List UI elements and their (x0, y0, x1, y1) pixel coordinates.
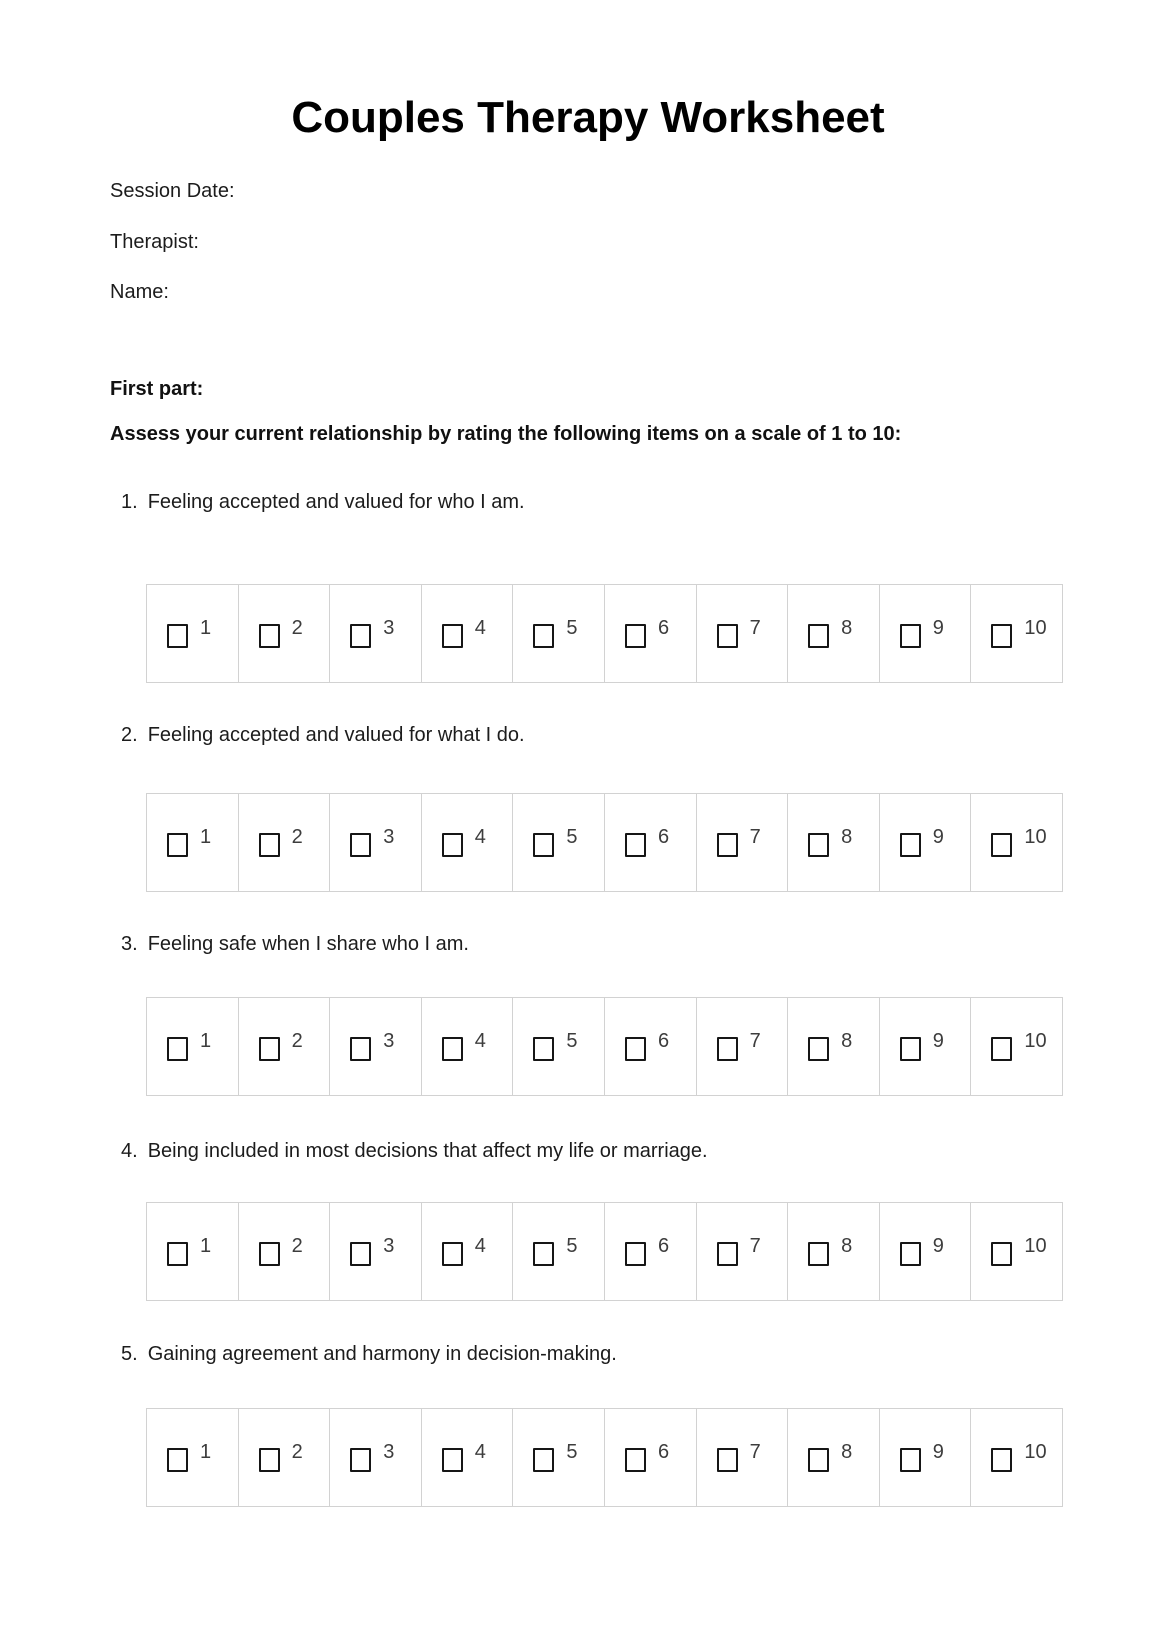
item-4-rating-6-checkbox[interactable] (625, 1242, 646, 1266)
item-3-rating-3-checkbox[interactable] (350, 1037, 371, 1061)
item-2-rating-4-checkbox[interactable] (442, 833, 463, 857)
item-5-rating-cell-8[interactable] (787, 1409, 879, 1506)
item-text: Feeling accepted and valued for who I am. (147, 491, 525, 513)
item-1-rating-9-checkbox[interactable] (900, 624, 921, 648)
rating-scale-table-2 (146, 793, 1063, 892)
item-1-rating-2-checkbox[interactable] (259, 624, 280, 648)
rating-value-label: 2 (291, 826, 303, 848)
item-1-rating-cell-9[interactable] (879, 585, 971, 682)
rating-value-label: 8 (841, 1030, 853, 1052)
item-number: 3. (121, 933, 138, 955)
item-4-rating-cell-3[interactable] (329, 1203, 421, 1300)
item-1-rating-cell-3[interactable] (329, 585, 421, 682)
item-number: 5. (121, 1343, 138, 1365)
item-2-rating-6-checkbox[interactable] (625, 833, 646, 857)
item-5-rating-7-checkbox[interactable] (717, 1448, 738, 1472)
item-3-rating-1-checkbox[interactable] (167, 1037, 188, 1061)
rating-value-label: 5 (566, 1441, 578, 1463)
item-3-rating-7-checkbox[interactable] (717, 1037, 738, 1061)
rating-value-label: 5 (566, 1030, 578, 1052)
item-2-rating-cell-10[interactable] (970, 794, 1062, 891)
item-3-rating-cell-9[interactable] (879, 998, 971, 1095)
page-title: Couples Therapy Worksheet (291, 93, 885, 142)
item-3-rating-cell-5[interactable] (512, 998, 604, 1095)
rating-value-label: 4 (474, 1030, 486, 1052)
item-1-rating-cell-6[interactable] (604, 585, 696, 682)
item-4-rating-9-checkbox[interactable] (900, 1242, 921, 1266)
item-number: 1. (121, 491, 138, 513)
item-2-rating-cell-1[interactable] (147, 794, 238, 891)
rating-value-label: 6 (657, 617, 670, 639)
rating-value-label: 1 (200, 1030, 212, 1052)
item-3-rating-9-checkbox[interactable] (900, 1037, 921, 1061)
item-3-rating-cell-4[interactable] (421, 998, 513, 1095)
item-4-rating-5-checkbox[interactable] (533, 1242, 554, 1266)
item-5-rating-cell-9[interactable] (879, 1409, 971, 1506)
item-3-rating-cell-6[interactable] (604, 998, 696, 1095)
item-2-rating-cell-4[interactable] (421, 794, 513, 891)
rating-scale-table-4 (146, 1202, 1063, 1301)
item-2-rating-8-checkbox[interactable] (808, 833, 829, 857)
rating-value-label: 1 (200, 1441, 212, 1463)
item-5-rating-cell-4[interactable] (421, 1409, 513, 1506)
rating-value-label: 5 (566, 826, 578, 848)
item-4-rating-cell-4[interactable] (421, 1203, 513, 1300)
item-3-rating-cell-8[interactable] (787, 998, 879, 1095)
item-5-rating-3-checkbox[interactable] (350, 1448, 371, 1472)
item-5-rating-cell-10[interactable] (970, 1409, 1062, 1506)
rating-value-label: 3 (383, 826, 395, 848)
therapist-label: Therapist: (110, 231, 199, 253)
rating-value-label: 9 (932, 1441, 944, 1463)
item-text: Feeling accepted and valued for what I do. (147, 724, 525, 746)
rating-item-label (121, 723, 525, 747)
item-3-rating-cell-3[interactable] (329, 998, 421, 1095)
rating-value-label: 9 (932, 1235, 944, 1257)
item-4-rating-cell-10[interactable] (970, 1203, 1062, 1300)
rating-value-label: 7 (749, 617, 761, 639)
item-2-rating-cell-6[interactable] (604, 794, 696, 891)
item-3-rating-6-checkbox[interactable] (625, 1037, 646, 1061)
item-2-rating-cell-2[interactable] (238, 794, 330, 891)
item-5-rating-cell-6[interactable] (604, 1409, 696, 1506)
item-3-rating-8-checkbox[interactable] (808, 1037, 829, 1061)
item-5-rating-9-checkbox[interactable] (900, 1448, 921, 1472)
rating-item-label (121, 1342, 617, 1366)
rating-scale-table-5 (146, 1408, 1063, 1507)
item-4-rating-cell-7[interactable] (696, 1203, 788, 1300)
item-2-rating-9-checkbox[interactable] (900, 833, 921, 857)
item-5-rating-5-checkbox[interactable] (533, 1448, 554, 1472)
item-number: 4. (121, 1140, 138, 1162)
item-5-rating-4-checkbox[interactable] (442, 1448, 463, 1472)
item-4-rating-cell-2[interactable] (238, 1203, 330, 1300)
rating-value-label: 9 (932, 1030, 944, 1052)
item-4-rating-7-checkbox[interactable] (717, 1242, 738, 1266)
item-1-rating-7-checkbox[interactable] (717, 624, 738, 648)
rating-value-label: 10 (1024, 826, 1047, 848)
item-5-rating-1-checkbox[interactable] (167, 1448, 188, 1472)
item-4-rating-2-checkbox[interactable] (259, 1242, 280, 1266)
item-1-rating-1-checkbox[interactable] (167, 624, 188, 648)
item-text: Being included in most decisions that affect my life or marriage. (147, 1140, 708, 1162)
rating-value-label: 6 (657, 1235, 670, 1257)
item-5-rating-cell-1[interactable] (147, 1409, 238, 1506)
rating-value-label: 3 (383, 1235, 395, 1257)
rating-value-label: 8 (841, 826, 853, 848)
item-5-rating-cell-5[interactable] (512, 1409, 604, 1506)
rating-value-label: 8 (841, 617, 853, 639)
rating-scale-table-3 (146, 997, 1063, 1096)
rating-value-label: 3 (383, 1030, 395, 1052)
rating-value-label: 8 (841, 1235, 853, 1257)
rating-value-label: 4 (474, 1441, 486, 1463)
item-4-rating-3-checkbox[interactable] (350, 1242, 371, 1266)
item-1-rating-8-checkbox[interactable] (808, 624, 829, 648)
item-2-rating-2-checkbox[interactable] (259, 833, 280, 857)
item-3-rating-cell-10[interactable] (970, 998, 1062, 1095)
rating-value-label: 1 (200, 1235, 212, 1257)
rating-value-label: 3 (383, 1441, 395, 1463)
rating-value-label: 7 (749, 1235, 761, 1257)
item-3-rating-cell-1[interactable] (147, 998, 238, 1095)
item-5-rating-2-checkbox[interactable] (259, 1448, 280, 1472)
item-4-rating-4-checkbox[interactable] (442, 1242, 463, 1266)
item-1-rating-cell-8[interactable] (787, 585, 879, 682)
item-1-rating-10-checkbox[interactable] (991, 624, 1012, 648)
rating-value-label: 10 (1024, 1030, 1047, 1052)
item-2-rating-7-checkbox[interactable] (717, 833, 738, 857)
rating-item-label (121, 932, 469, 956)
item-4-rating-8-checkbox[interactable] (808, 1242, 829, 1266)
item-2-rating-cell-9[interactable] (879, 794, 971, 891)
rating-scale-table-1 (146, 584, 1063, 683)
item-1-rating-6-checkbox[interactable] (625, 624, 646, 648)
section-instruction: Assess your current relationship by rating the following items on a scale of 1 to 10: (110, 423, 902, 445)
rating-value-label: 9 (932, 617, 944, 639)
rating-value-label: 10 (1024, 1235, 1047, 1257)
rating-value-label: 1 (200, 617, 212, 639)
rating-value-label: 2 (291, 1441, 303, 1463)
item-1-rating-cell-2[interactable] (238, 585, 330, 682)
item-3-rating-10-checkbox[interactable] (991, 1037, 1012, 1061)
rating-value-label: 4 (474, 826, 486, 848)
item-2-rating-cell-3[interactable] (329, 794, 421, 891)
item-2-rating-3-checkbox[interactable] (350, 833, 371, 857)
rating-value-label: 6 (657, 1441, 670, 1463)
rating-value-label: 7 (749, 1030, 761, 1052)
item-5-rating-cell-2[interactable] (238, 1409, 330, 1506)
item-4-rating-10-checkbox[interactable] (991, 1242, 1012, 1266)
item-text: Feeling safe when I share who I am. (147, 933, 469, 955)
item-2-rating-cell-8[interactable] (787, 794, 879, 891)
item-1-rating-cell-1[interactable] (147, 585, 238, 682)
rating-value-label: 2 (291, 1030, 303, 1052)
rating-value-label: 3 (383, 617, 395, 639)
rating-value-label: 5 (566, 617, 578, 639)
item-3-rating-cell-2[interactable] (238, 998, 330, 1095)
item-4-rating-cell-6[interactable] (604, 1203, 696, 1300)
item-2-rating-cell-7[interactable] (696, 794, 788, 891)
item-3-rating-cell-7[interactable] (696, 998, 788, 1095)
rating-value-label: 8 (841, 1441, 853, 1463)
item-4-rating-cell-8[interactable] (787, 1203, 879, 1300)
rating-value-label: 9 (932, 826, 944, 848)
item-4-rating-1-checkbox[interactable] (167, 1242, 188, 1266)
item-5-rating-cell-3[interactable] (329, 1409, 421, 1506)
item-2-rating-10-checkbox[interactable] (991, 833, 1012, 857)
rating-value-label: 5 (566, 1235, 578, 1257)
rating-value-label: 6 (657, 1030, 670, 1052)
item-5-rating-6-checkbox[interactable] (625, 1448, 646, 1472)
item-4-rating-cell-5[interactable] (512, 1203, 604, 1300)
rating-value-label: 4 (474, 617, 486, 639)
item-5-rating-cell-7[interactable] (696, 1409, 788, 1506)
item-4-rating-cell-1[interactable] (147, 1203, 238, 1300)
rating-value-label: 7 (749, 1441, 761, 1463)
rating-value-label: 10 (1024, 617, 1047, 639)
rating-value-label: 4 (474, 1235, 486, 1257)
item-1-rating-5-checkbox[interactable] (533, 624, 554, 648)
rating-value-label: 1 (200, 826, 212, 848)
item-1-rating-cell-5[interactable] (512, 585, 604, 682)
rating-value-label: 6 (657, 826, 670, 848)
item-1-rating-cell-10[interactable] (970, 585, 1062, 682)
item-1-rating-cell-4[interactable] (421, 585, 513, 682)
item-text: Gaining agreement and harmony in decision-making. (147, 1343, 617, 1365)
item-3-rating-2-checkbox[interactable] (259, 1037, 280, 1061)
item-2-rating-1-checkbox[interactable] (167, 833, 188, 857)
item-1-rating-cell-7[interactable] (696, 585, 788, 682)
rating-item-label (121, 490, 525, 514)
rating-value-label: 10 (1024, 1441, 1047, 1463)
item-5-rating-10-checkbox[interactable] (991, 1448, 1012, 1472)
section-heading: First part: (110, 378, 204, 400)
item-4-rating-cell-9[interactable] (879, 1203, 971, 1300)
name-label: Name: (110, 281, 169, 303)
item-5-rating-8-checkbox[interactable] (808, 1448, 829, 1472)
rating-value-label: 7 (749, 826, 761, 848)
item-1-rating-3-checkbox[interactable] (350, 624, 371, 648)
rating-value-label: 2 (291, 617, 303, 639)
item-3-rating-4-checkbox[interactable] (442, 1037, 463, 1061)
rating-value-label: 2 (291, 1235, 303, 1257)
session-date-label: Session Date: (110, 180, 235, 202)
item-1-rating-4-checkbox[interactable] (442, 624, 463, 648)
item-2-rating-5-checkbox[interactable] (533, 833, 554, 857)
item-number: 2. (121, 724, 138, 746)
rating-item-label (121, 1139, 708, 1163)
item-3-rating-5-checkbox[interactable] (533, 1037, 554, 1061)
item-2-rating-cell-5[interactable] (512, 794, 604, 891)
